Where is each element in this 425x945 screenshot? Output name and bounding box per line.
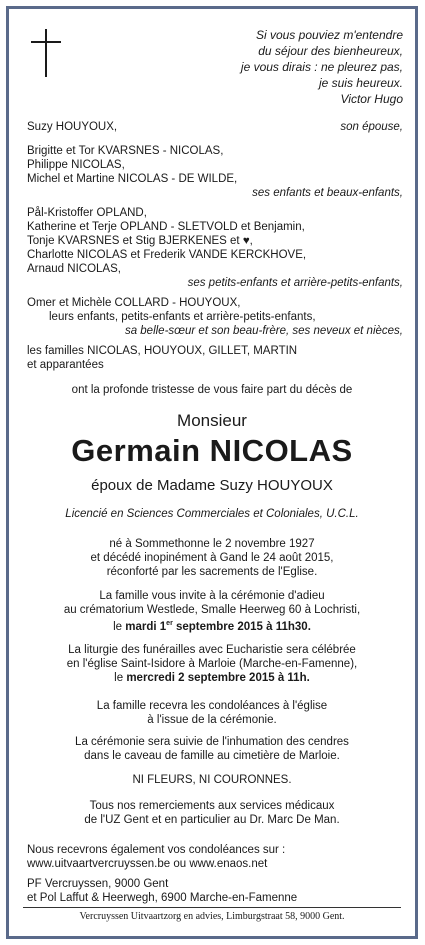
ceremony-date-a: mardi 1 — [125, 620, 167, 633]
family-line: Katherine et Terje OPLAND - SLETVOLD et Benjamin, — [27, 221, 305, 233]
funeral-homes — [27, 877, 403, 905]
text-line: La cérémonie sera suivie de l'inhumation des cendres — [75, 736, 349, 748]
salutation: Monsieur — [177, 411, 247, 430]
ceremony-date-b: septembre 2015 à 11h30. — [172, 620, 311, 633]
poem-author: Victor Hugo — [340, 92, 403, 106]
siblings-section — [27, 296, 403, 338]
text-line: www.uitvaartvercruyssen.be ou www.enaos.net — [27, 858, 268, 870]
cross-icon — [31, 29, 61, 77]
text-line: à l'issue de la cérémonie. — [147, 714, 277, 726]
poem-line: du séjour des bienheureux, — [258, 44, 403, 58]
ceremony — [21, 589, 403, 634]
children-section — [27, 144, 403, 200]
grandchildren-role: ses petits-enfants et arrière-petits-enfants, — [187, 277, 403, 289]
condolences-visit — [21, 699, 403, 727]
family-line: Omer et Michèle COLLARD - HOUYOUX, — [27, 297, 241, 309]
family-line: et apparantées — [27, 359, 104, 371]
bio-line: réconforté par les sacrements de l'Eglise. — [106, 566, 318, 578]
families-section — [27, 344, 403, 372]
poem — [241, 27, 403, 107]
text-line: Tous nos remerciements aux services médicaux — [89, 800, 335, 812]
deceased-spouse: époux de Madame Suzy HOUYOUX — [91, 477, 333, 494]
text-line: Nous recevrons également vos condoléances sur : — [27, 844, 286, 856]
liturgy — [21, 643, 403, 685]
online-condolences — [27, 843, 403, 871]
spouse-section — [27, 120, 403, 134]
footer: Vercruyssen Uitvaartzorg en advies, Limburgstraat 58, 9000 Gent. — [79, 911, 345, 922]
liturgy-line: en l'église Saint-Isidore à Marloie (Marche-en-Famenne), — [66, 658, 358, 670]
text-line: PF Vercruyssen, 9000 Gent — [27, 878, 169, 890]
liturgy-date-bold: mercredi 2 septembre 2015 à 11h. — [126, 672, 310, 684]
family-line: Arnaud NICOLAS, — [27, 263, 121, 275]
text-line: et Pol Laffut & Heerwegh, 6900 Marche-en-Famenne — [27, 892, 298, 904]
spouse-name: Suzy HOUYOUX, — [27, 121, 118, 133]
family-line: Pål-Kristoffer OPLAND, — [27, 207, 147, 219]
family-line: Philippe NICOLAS, — [27, 159, 125, 171]
grandchildren-section — [27, 206, 403, 290]
poem-line: je vous dirais : ne pleurez pas, — [240, 60, 403, 74]
bio — [21, 537, 403, 579]
announcement: ont la profonde tristesse de vous faire part du décès de — [71, 384, 353, 396]
footer-divider — [23, 907, 401, 908]
family-line: Michel et Martine NICOLAS - DE WILDE, — [27, 173, 238, 185]
ceremony-date-prefix: le — [113, 620, 123, 633]
family-line: les familles NICOLAS, HOUYOUX, GILLET, MARTIN — [27, 345, 298, 357]
ceremony-date-sup: er — [166, 620, 173, 627]
ceremony-line: au crématorium Westlede, Smalle Heerweg 60 à Lochristi, — [63, 604, 361, 616]
no-flowers: NI FLEURS, NI COURONNES. — [132, 774, 292, 786]
liturgy-date — [21, 671, 403, 685]
degree: Licencié en Sciences Commerciales et Coloniales, U.C.L. — [65, 508, 359, 520]
text-line: de l'UZ Gent et en particulier au Dr. Marc De Man. — [84, 814, 340, 826]
bio-line: né à Sommethonne le 2 novembre 1927 — [109, 538, 315, 550]
text-line: dans le caveau de famille au cimetière de Marloie. — [84, 750, 340, 762]
deceased-name: Germain NICOLAS — [71, 433, 353, 468]
bio-line: et décédé inopinément à Gand le 24 août 2015, — [90, 552, 334, 564]
family-line: Brigitte et Tor KVARSNES - NICOLAS, — [27, 145, 224, 157]
obituary-card — [6, 6, 418, 939]
poem-line: Si vous pouviez m'entendre — [255, 28, 403, 42]
family-line: leurs enfants, petits-enfants et arrière-petits-enfants, — [49, 311, 316, 323]
poem-line: je suis heureux. — [318, 76, 403, 90]
burial — [21, 735, 403, 763]
spouse-role: son épouse, — [340, 121, 403, 133]
liturgy-date-prefix: le — [114, 672, 124, 684]
ceremony-line: La famille vous invite à la cérémonie d'adieu — [99, 590, 325, 602]
thanks — [21, 799, 403, 827]
text-line: La famille recevra les condoléances à l'église — [96, 700, 328, 712]
children-role: ses enfants et beaux-enfants, — [252, 187, 403, 199]
family-line: Charlotte NICOLAS et Frederik VANDE KERCKHOVE, — [27, 249, 307, 261]
family-line: Tonje KVARSNES et Stig BJERKENES et ♥, — [27, 235, 253, 247]
siblings-role: sa belle-sœur et son beau-frère, ses neveux et nièces, — [124, 325, 403, 337]
ceremony-date — [21, 617, 403, 634]
liturgy-line: La liturgie des funérailles avec Eucharistie sera célébrée — [68, 644, 356, 656]
